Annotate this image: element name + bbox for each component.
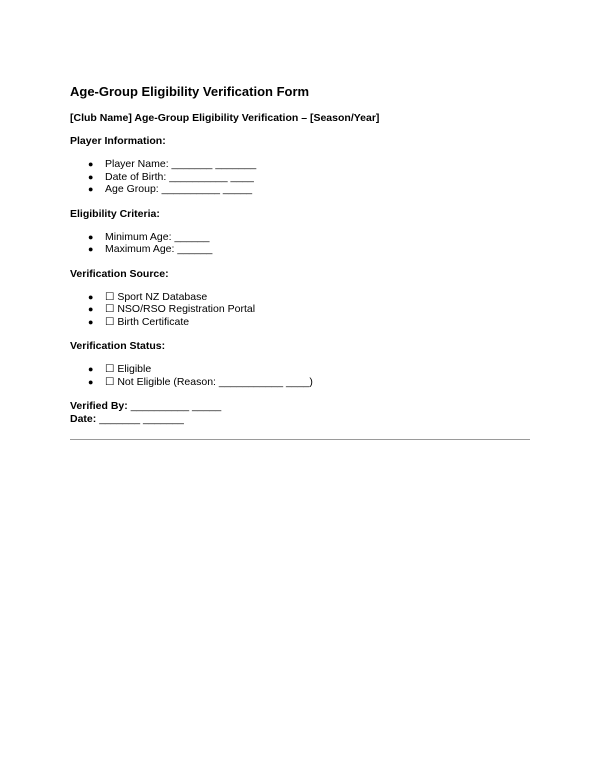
verified-by-blank: __________ _____ [130, 400, 222, 412]
nso-rso-portal-option: ☐ NSO/RSO Registration Portal [105, 303, 256, 315]
verified-by-label: Verified By: [70, 400, 128, 412]
date-line [70, 413, 530, 426]
bullet-icon: ● [88, 364, 94, 374]
horizontal-rule [70, 439, 530, 440]
list-item-age-group [70, 183, 530, 196]
birth-certificate-option: ☐ Birth Certificate [105, 315, 190, 328]
maximum-age-field: Maximum Age: ______ [105, 243, 213, 255]
list-item-not-eligible [70, 376, 530, 389]
list-item-minimum-age [70, 231, 530, 244]
bullet-icon: ● [88, 159, 94, 169]
list-item-sport-nz-database [70, 291, 530, 304]
bullet-icon: ● [88, 231, 94, 242]
bullet-icon: ● [88, 304, 94, 314]
sport-nz-database-option: ☐ Sport NZ Database [105, 290, 208, 303]
bullet-icon: ● [88, 184, 94, 194]
date-label: Date: [70, 412, 97, 425]
verification-source-list [70, 291, 530, 329]
list-item-player-name [70, 158, 530, 171]
document-title: Age-Group Eligibility Verification Form [70, 84, 310, 99]
bullet-icon: ● [88, 171, 94, 182]
list-item-eligible [70, 363, 530, 376]
bullet-icon: ● [88, 291, 94, 302]
age-group-field: Age Group: __________ _____ [105, 183, 253, 195]
eligible-option: ☐ Eligible [105, 363, 152, 375]
bullet-icon: ● [88, 244, 94, 254]
document-body [70, 84, 530, 425]
section-heading-verification-source: Verification Source: [70, 267, 169, 280]
date-of-birth-field: Date of Birth: __________ ____ [105, 170, 254, 183]
date-blank: _______ _______ [99, 412, 184, 425]
bullet-icon: ● [88, 376, 94, 387]
section-heading-eligibility-criteria: Eligibility Criteria: [70, 207, 160, 220]
section-heading-verification-status: Verification Status: [70, 340, 166, 352]
verification-status-list [70, 363, 530, 388]
verified-by-line [70, 400, 530, 413]
player-name-field: Player Name: _______ _______ [105, 158, 257, 170]
list-item-birth-certificate [70, 316, 530, 329]
not-eligible-option: ☐ Not Eligible (Reason: ___________ ____) [105, 375, 313, 388]
bullet-icon: ● [88, 316, 94, 327]
list-item-nso-rso-portal [70, 303, 530, 316]
player-information-list [70, 158, 530, 196]
list-item-maximum-age [70, 243, 530, 256]
list-item-date-of-birth [70, 171, 530, 184]
eligibility-criteria-list [70, 231, 530, 256]
section-heading-player-information: Player Information: [70, 135, 166, 147]
document-subtitle: [Club Name] Age-Group Eligibility Verification – [Season/Year] [70, 112, 380, 124]
minimum-age-field: Minimum Age: ______ [105, 230, 210, 243]
